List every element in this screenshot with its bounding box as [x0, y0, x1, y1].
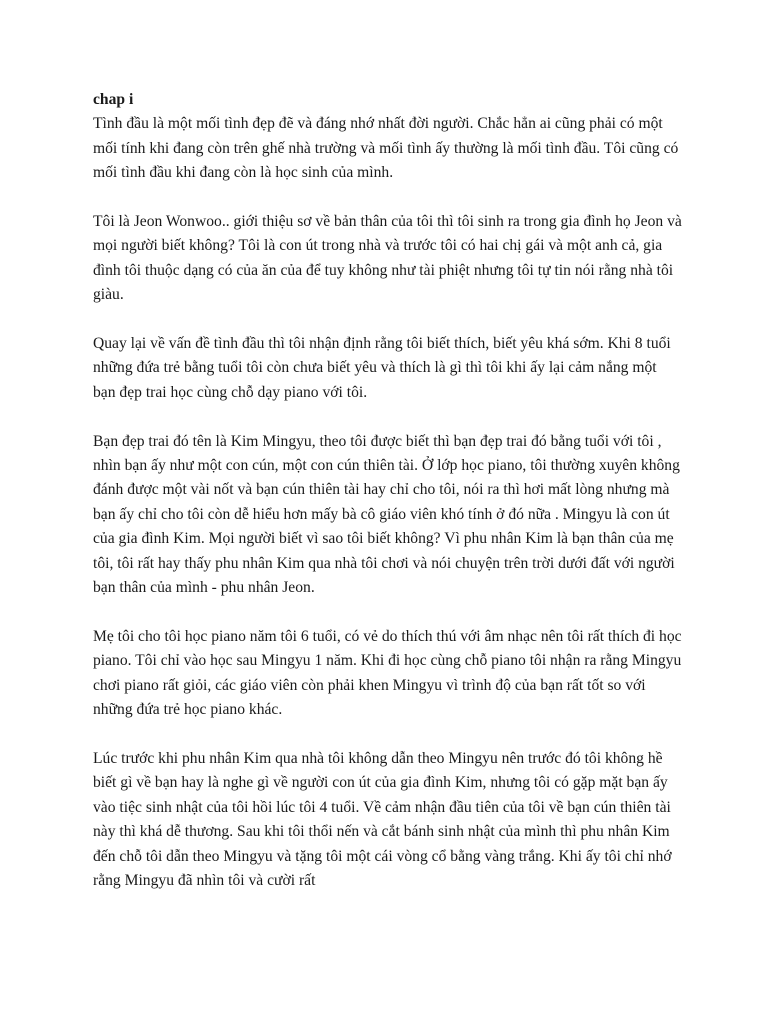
chapter-title: chap i [93, 91, 134, 108]
paragraph-5: Mẹ tôi cho tôi học piano năm tôi 6 tuổi, có vẻ do thích thú với âm nhạc nên tôi rất thích đi học piano. Tôi chỉ vào học sau Mingyu 1 năm. Khi đi học cùng chỗ piano tôi nhận ra rằng Mingyu chơi piano rất giỏi, các giáo viên còn phải khen Mingyu vì trình độ của bạn rất tốt so với những đứa trẻ học piano khác. [93, 627, 682, 719]
paragraph-1: Tình đầu là một mối tình đẹp đẽ và đáng nhớ nhất đời người. Chắc hẳn ai cũng phải có một mối tính khi đang còn trên ghế nhà trường và mối tình ấy thường là mối tình đầu. Tôi cũng có mối tình đầu khi đang còn là học sinh của mình. [93, 115, 679, 182]
paragraph-3: Quay lại về vấn đề tình đầu thì tôi nhận định rằng tôi biết thích, biết yêu khá sớm. Khi 8 tuổi những đứa trẻ bằng tuổi tôi còn chưa biết yêu và thích là gì thì tôi khi ấy lại cảm nắng một bạn đẹp trai học cùng chỗ dạy piano với tôi. [93, 335, 671, 401]
document-body [93, 88, 683, 918]
paragraph-6: Lúc trước khi phu nhân Kim qua nhà tôi không dẫn theo Mingyu nên trước đó tôi không hề biết gì về bạn hay là nghe gì về người con út của gia đình Kim, nhưng tôi có gặp mặt bạn ấy vào tiệc sinh nhật của tôi hồi lúc tôi 4 tuổi. Về cảm nhận đầu tiên của tôi về bạn cún thiên tài này thì khá dễ thương. Sau khi tôi thổi nến và cắt bánh sinh nhật của mình thì phu nhân Kim đến chỗ tôi dẫn theo Mingyu và tặng tôi một cái vòng cổ bằng vàng trắng. Khi ấy tôi chỉ nhớ rằng Mingyu đã nhìn tôi và cười rất [93, 749, 672, 889]
paragraph-2: Tôi là Jeon Wonwoo.. giới thiệu sơ về bản thân của tôi thì tôi sinh ra trong gia đình họ Jeon và mọi người biết không? Tôi là con út trong nhà và trước tôi có hai chị gái và một anh cả, gia đình tôi thuộc dạng có của ăn của để tuy không như tài phiệt nhưng tôi tự tin nói rằng nhà tôi giàu. [93, 213, 682, 304]
paragraph-4: Bạn đẹp trai đó tên là Kim Mingyu, theo tôi được biết thì bạn đẹp trai đó bằng tuổi với tôi , nhìn bạn ấy như một con cún, một con cún thiên tài. Ở lớp học piano, tôi thường xuyên không đánh được một vài nốt và bạn cún thiên tài hay chỉ cho tôi, nói ra thì hơi mất lòng nhưng mà bạn ấy chỉ cho tôi còn dễ hiểu hơn mấy bà cô giáo viên khó tính ở đó nữa . Mingyu là con út của gia đình Kim. Mọi người biết vì sao tôi biết không? Vì phu nhân Kim là bạn thân của mẹ tôi, tôi rất hay thấy phu nhân Kim qua nhà tôi chơi và nói chuyện trên trời dưới đất với người bạn thân của mình - phu nhân Jeon. [93, 432, 680, 597]
